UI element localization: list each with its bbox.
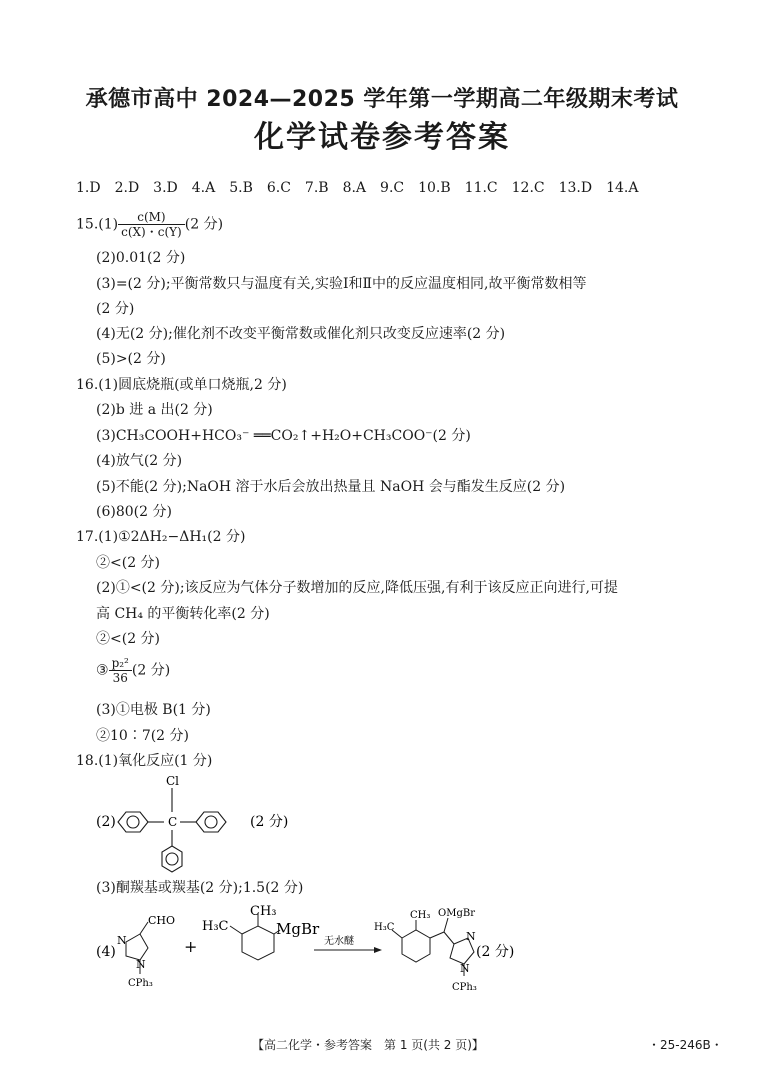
q17-part2-third-prefix: ③ (96, 662, 109, 679)
grignard-ch3-label: CH₃ (250, 904, 277, 919)
left-phenyl-aromatic-circle (127, 816, 139, 828)
product-imidazole-bond (444, 932, 454, 944)
q15-part4: (4)无(2 分);催化剂不改变平衡常数或催化剂只改变反应速率(2 分) (96, 326, 506, 342)
imidazole-nitrogen-label: N (117, 934, 127, 947)
trityl-group-label: CPh₃ (128, 978, 153, 989)
product-o-bond (444, 918, 448, 932)
q15-equilibrium-fraction (118, 210, 185, 239)
q17-part2-third (96, 656, 170, 685)
q16-part2: (2)b 进 a 出(2 分) (96, 402, 213, 418)
q18-part2-score: (2 分) (250, 814, 289, 830)
aldehyde-label: CHO (148, 914, 176, 927)
footer-document-code: ・25-246B・ (648, 1038, 723, 1052)
q18-part3: (3)酮羰基或羰基(2 分);1.5(2 分) (96, 880, 304, 896)
footer-page-info: 【高二化学・参考答案 第 1 页(共 2 页)】 (252, 1038, 484, 1052)
q15-part1 (76, 210, 223, 239)
q16-part3-equation: (3)CH₃COOH+HCO₃⁻ ══CO₂↑+H₂O+CH₃COO⁻(2 分) (96, 428, 471, 444)
exam-title: 承德市高中 2024—2025 学年第一学期高二年级期末考试 (85, 87, 679, 112)
bottom-phenyl-aromatic-circle (166, 853, 178, 865)
q17-fraction-numerator: p₂² (109, 656, 132, 671)
q18-part4-prefix: (4) (96, 944, 116, 960)
q17-part2-third-score: (2 分) (131, 662, 171, 679)
left-phenyl-ring (118, 812, 148, 832)
q15-fraction-denominator: c(X)・c(Y) (121, 225, 182, 239)
q15-part3-score: (2 分) (96, 301, 135, 317)
product-ch3-label: CH₃ (410, 910, 431, 921)
q18-part1: 18.(1)氧化反应(1 分) (76, 753, 213, 769)
product-imidazole-n1-label: N (460, 962, 470, 975)
product-benzene-ring (402, 930, 430, 962)
q15-part1-prefix: 15.(1) (76, 216, 119, 233)
answer-key-title: 化学试卷参考答案 (254, 120, 510, 155)
chlorine-atom-label: Cl (166, 774, 180, 788)
right-phenyl-ring (196, 812, 226, 832)
grignard-mgbr-label: MgBr (276, 920, 320, 938)
q17-fraction-denominator: 36 (112, 671, 128, 685)
grignard-reaction-scheme (92, 904, 692, 1004)
product-imidazole-nitrogen-label: N (466, 930, 476, 943)
right-phenyl-aromatic-circle (205, 816, 217, 828)
q17-part3-second: ②10∶7(2 分) (96, 728, 190, 744)
q17-part1: 17.(1)①2ΔH₂−ΔH₁(2 分) (76, 529, 246, 545)
product-h3c-label: H₃C (374, 922, 395, 933)
grignard-h3c-label: H₃C (202, 919, 229, 934)
grignard-benzene-ring (242, 926, 274, 960)
q17-part1-second: ②<(2 分) (96, 555, 161, 571)
grignard-reagent-structure (230, 914, 280, 960)
q15-part3: (3)=(2 分);平衡常数只与温度有关,实验Ⅰ和Ⅱ中的反应温度相同,故平衡常数相等 (96, 276, 587, 292)
central-carbon-label: C (168, 815, 178, 829)
grignard-methyl-bond-1 (230, 926, 242, 934)
product-omgbr-label: OMgBr (438, 908, 475, 919)
q15-fraction-numerator: c(M) (118, 210, 185, 225)
q16-part5: (5)不能(2 分);NaOH 溶于水后会放出热量且 NaOH 会与酯发生反应(2 分) (96, 479, 566, 495)
imidazole-n1-label: N (136, 958, 146, 971)
q16-part1: 16.(1)圆底烧瓶(或单口烧瓶,2 分) (76, 377, 287, 393)
imidazole-ring (126, 934, 148, 960)
reaction-condition-label: 无水醚 (324, 936, 354, 947)
bottom-phenyl-ring (162, 846, 182, 872)
q17-part2: (2)①<(2 分);该反应为气体分子数增加的反应,降低压强,有利于该反应正向进行,可提 (96, 580, 618, 596)
q15-part1-score: (2 分) (184, 216, 224, 233)
reaction-arrow-head (374, 947, 382, 953)
trityl-chloride-structure (92, 772, 292, 882)
q15-part5: (5)>(2 分) (96, 351, 166, 367)
aldehyde-bond (140, 922, 148, 934)
q18-part2-prefix: (2) (96, 814, 116, 830)
plus-sign: + (184, 937, 198, 956)
q16-part6: (6)80(2 分) (96, 504, 172, 520)
q17-part3: (3)①电极 B(1 分) (96, 702, 211, 718)
q17-kp-fraction (109, 656, 132, 685)
q18-part4-score: (2 分) (476, 944, 515, 960)
q17-part2-continued: 高 CH₄ 的平衡转化率(2 分) (96, 606, 270, 622)
multiple-choice-answers: 1.D 2.D 3.D 4.A 5.B 6.C 7.B 8.A 9.C 10.B 11.C 12.C 13.D 14.A (76, 180, 639, 196)
q15-part2: (2)0.01(2 分) (96, 250, 186, 266)
product-trityl-label: CPh₃ (452, 982, 477, 993)
q17-part2-second: ②<(2 分) (96, 631, 161, 647)
q16-part4: (4)放气(2 分) (96, 453, 183, 469)
product-carbinol-bond (430, 932, 444, 938)
